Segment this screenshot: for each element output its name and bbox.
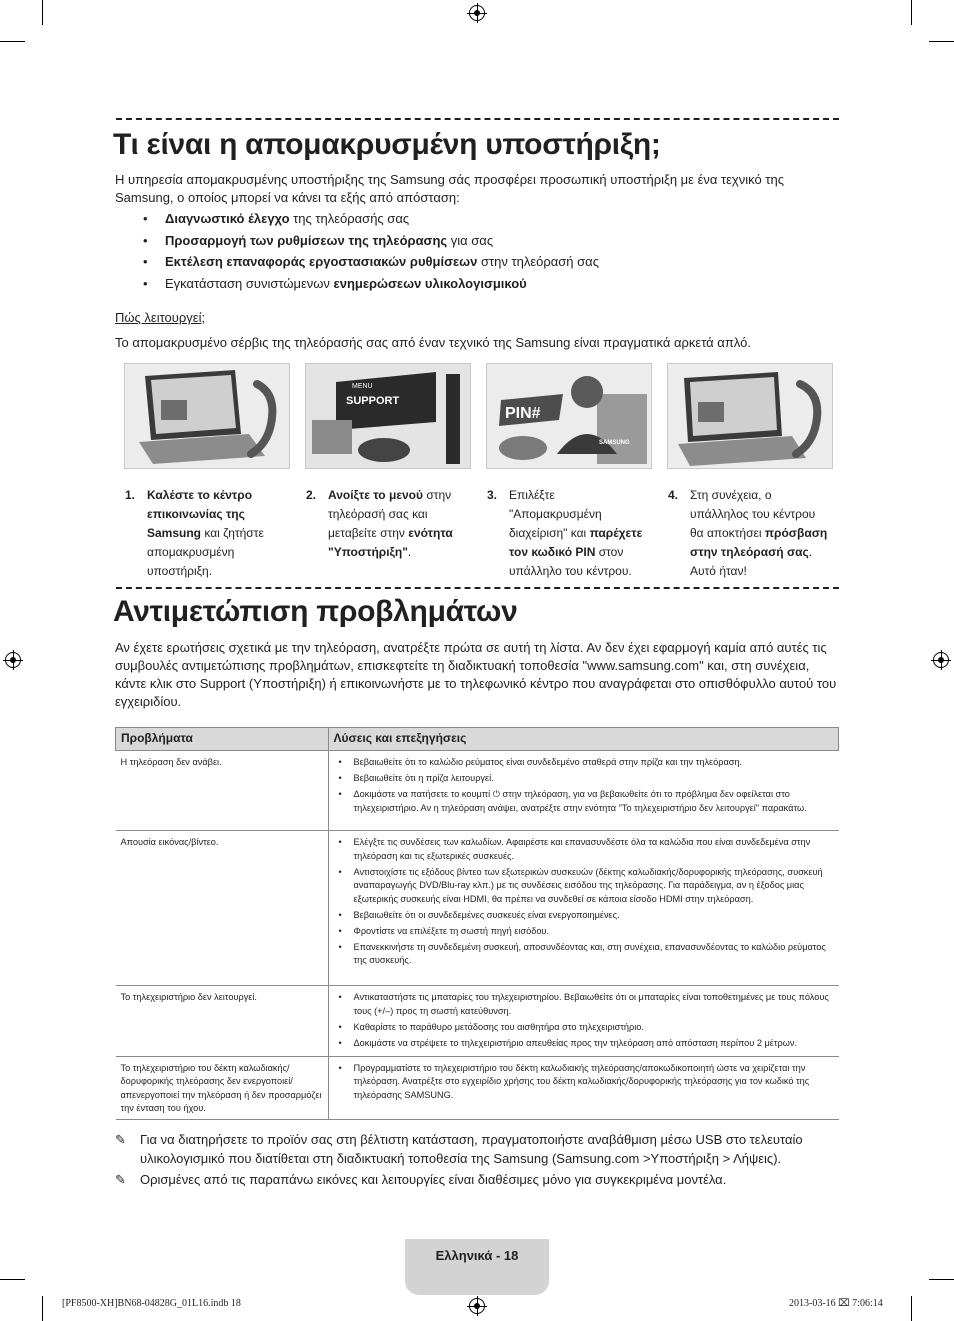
- step-number: 2.: [306, 488, 317, 502]
- registration-mark-icon: [5, 652, 21, 668]
- remote-support-intro: Η υπηρεσία απομακρυσμένης υποστήριξης της Samsung σάς προσφέρει προσωπική υποστήριξη με ένα τεχνικό της Samsung, ο οποίος μπορεί να κάνει τα εξής από απόσταση:: [115, 172, 784, 205]
- brand-label: SAMSUNG: [599, 440, 630, 446]
- step-number: 4.: [668, 488, 679, 502]
- solution-cell: [328, 986, 839, 1057]
- note-text: Ορισμένες από τις παραπάνω εικόνες και λειτουργίες είναι διαθέσιμες μόνο για συγκεκριμένα μοντέλα.: [140, 1172, 727, 1187]
- remote-support-features: [140, 210, 599, 296]
- how-it-works-heading: Πώς λειτουργεί;: [115, 310, 206, 325]
- list-item: • Εκτέλεση επαναφοράς εργοστασιακών ρυθμίσεων στην τηλεόρασή σας: [140, 253, 599, 275]
- table-header-solutions: Λύσεις και επεξηγήσεις: [328, 728, 839, 751]
- list-item: • Φροντίστε να επιλέξετε τη σωστή πηγή εισόδου.: [334, 925, 834, 939]
- list-item: • Προγραμματίστε το τηλεχειριστήριο του δέκτη καλωδιακής τηλεόρασης/αποκωδικοποιητή ώστε να χειρίζεται την τηλεόραση. Ανατρέξτε στο εγχειρίδιο χρήσης του δέκτη καλωδιακής/δορυφορικής τηλεόρασης για τον κωδικό της τηλεόρασης SAMSUNG.: [334, 1062, 834, 1103]
- problem-cell: Το τηλεχειριστήριο του δέκτη καλωδιακής/δορυφορικής τηλεόρασης δεν ενεργοποιεί/απενεργοποιεί την τηλεόραση ή δεν προσαρμόζει την ένταση του ήχου.: [116, 1056, 329, 1119]
- list-item: • Ελέγξτε τις συνδέσεις των καλωδίων. Αφαιρέστε και επανασυνδέστε όλα τα καλώδια που είναι συνδεδεμένα στην τηλεόραση και τις εξωτερικές συσκευές.: [334, 836, 834, 863]
- crop-mark: [911, 0, 912, 25]
- step-image-pin-agent: [486, 363, 652, 469]
- section-divider: [116, 587, 839, 589]
- step-number: 1.: [125, 488, 136, 502]
- table-row: [116, 751, 839, 831]
- menu-label: MENU: [352, 383, 373, 390]
- step-3: 3. Επιλέξτε "Απομακρυσμένη διαχείριση" και παρέχετε τον κωδικό PIN στον υπάλληλο του κέντρου.: [487, 488, 643, 578]
- file-info: [PF8500-XH]BN68-04828G_01L16.indb 18: [62, 1298, 241, 1309]
- list-item: • Αντιστοιχίστε τις εξόδους βίντεο των εξωτερικών συσκευών (δέκτης καλωδιακής/δορυφορικής τηλεόρασης, συσκευή αναπαραγωγής DVD/Blu-ray κλπ.) με τις συνδέσεις εισόδου της τηλεόρασης. Για παράδειγμα, αν η έξοδος μιας εξωτερικής συσκευής είναι HDMI, θα πρέπει να συνδεθεί σε κάποια είσοδο HDMI στην τηλεόραση.: [334, 866, 834, 907]
- solution-cell: [328, 1056, 839, 1119]
- registration-mark-icon: [469, 5, 485, 21]
- note-icon: ✎: [115, 1132, 126, 1147]
- tv-menu-icon: [306, 364, 471, 469]
- note-firmware: [115, 1130, 837, 1168]
- step-number: 3.: [487, 488, 498, 502]
- solution-cell: [328, 751, 839, 831]
- agent-pin-icon: [487, 364, 652, 469]
- list-item: • Εγκατάσταση συνιστώμενων ενημερώσεων υλικολογισμικού: [140, 275, 599, 297]
- troubleshooting-intro: Αν έχετε ερωτήσεις σχετικά με την τηλεόραση, ανατρέξτε πρώτα σε αυτή τη λίστα. Αν δεν έχει εφαρμογή καμία από αυτές τις συμβουλές αντιμετώπισης προβλημάτων, επισκεφτείτε τη διαδικτυακή τοποθεσία "www.samsung.com" και, στη συνέχεια, κάντε κλικ στο Support (Υποστήριξη) ή επικοινωνήστε με το τηλεφωνικό κέντρο που αναγράφεται στο οπισθόφυλλο αυτού του εγχειριδίου.: [115, 640, 837, 709]
- section-title-remote-support: Τι είναι η απομακρυσμένη υποστήριξη;: [113, 128, 661, 161]
- note-icon: ✎: [115, 1172, 126, 1187]
- list-item: • Καθαρίστε το παράθυρο μετάδοσης του αισθητήρα στο τηλεχειριστήριο.: [334, 1021, 834, 1035]
- solution-cell: [328, 831, 839, 986]
- list-item: • Επανεκκινήστε τη συνδεδεμένη συσκευή, αποσυνδέοντας και, στη συνέχεια, επανασυνδέοντας το καλώδιο ρεύματος της συσκευής.: [334, 941, 834, 968]
- step-2: 2. Ανοίξτε το μενού στην τηλεόρασή σας και μεταβείτε στην ενότητα "Υποστήριξη".: [306, 488, 453, 559]
- page-number: Ελληνικά - 18: [435, 1248, 519, 1263]
- pin-label: PIN#: [505, 405, 541, 422]
- problem-cell: Η τηλεόραση δεν ανάβει.: [116, 751, 329, 831]
- list-item: • Βεβαιωθείτε ότι οι συνδεδεμένες συσκευές είναι ενεργοποιημένες.: [334, 909, 834, 923]
- registration-mark-icon: [469, 1298, 485, 1314]
- section-divider: [116, 118, 839, 120]
- crop-mark: [42, 1296, 43, 1321]
- support-label: SUPPORT: [346, 395, 400, 407]
- section-title-troubleshooting: Αντιμετώπιση προβλημάτων: [113, 595, 518, 628]
- list-item: • Βεβαιωθείτε ότι το καλώδιο ρεύματος είναι συνδεδεμένο σταθερά στην πρίζα και την τηλεόραση.: [334, 756, 834, 770]
- crop-mark: [0, 41, 25, 42]
- list-item: • Δοκιμάστε να στρέψετε το τηλεχειριστήριο απευθείας προς την τηλεόραση από απόσταση περίπου 2 μέτρων.: [334, 1037, 834, 1051]
- registration-mark-icon: [933, 652, 949, 668]
- laptop-phone-icon: [125, 364, 290, 469]
- crop-mark: [0, 1279, 25, 1280]
- list-item: • Βεβαιωθείτε ότι η πρίζα λειτουργεί.: [334, 772, 834, 786]
- how-it-works-text: Το απομακρυσμένο σέρβις της τηλεόρασής σας από έναν τεχνικό της Samsung είναι πραγματικά αρκετά απλό.: [115, 335, 751, 350]
- problem-cell: Απουσία εικόνας/βίντεο.: [116, 831, 329, 986]
- list-item: • Διαγνωστικό έλεγχο της τηλεόρασής σας: [140, 210, 599, 232]
- date-info: 2013-03-16 ⌧ 7:06:14: [789, 1298, 883, 1309]
- crop-mark: [929, 1279, 954, 1280]
- crop-mark: [929, 41, 954, 42]
- step-1: 1. Καλέστε το κέντρο επικοινωνίας της Samsung και ζητήστε απομακρυσμένη υποστήριξη.: [125, 488, 264, 578]
- page-number-tab: [405, 1239, 549, 1295]
- note-models: [115, 1170, 837, 1189]
- list-item: • Αντικαταστήστε τις μπαταρίες του τηλεχειριστηρίου. Βεβαιωθείτε ότι οι μπαταρίες είναι τοποθετημένες με τους πόλους τους (+/–) προς τη σωστή κατεύθυνση.: [334, 991, 834, 1018]
- step-image-laptop-call: [124, 363, 290, 469]
- list-item: • Προσαρμογή των ρυθμίσεων της τηλεόρασης για σας: [140, 232, 599, 254]
- table-row: [116, 986, 839, 1057]
- note-text: Για να διατηρήσετε το προϊόν σας στη βέλτιστη κατάσταση, πραγματοποιήστε αναβάθμιση μέσω USB στο τελευταίο υλικολογισμικό που διατίθεται στη διαδικτυακή τοποθεσία της Samsung (Samsung.com >Υποστήριξη > Λήψεις).: [140, 1132, 803, 1166]
- step-4: 4. Στη συνέχεια, ο υπάλληλος του κέντρου θα αποκτήσει πρόσβαση στην τηλεόρασή σας. Αυτό ήταν!: [668, 488, 828, 578]
- table-row: [116, 831, 839, 986]
- list-item: • Δοκιμάστε να πατήσετε το κουμπί ⏻ στην τηλεόραση, για να βεβαιωθείτε ότι το πρόβλημα δεν οφείλεται στο τηλεχειριστήριο. Αν η τηλεόραση ανάψει, ανατρέξτε στην ενότητα "Το τηλεχειριστήριο δεν λειτουργεί" παρακάτω.: [334, 788, 834, 815]
- troubleshooting-table: [115, 727, 839, 1120]
- problem-cell: Το τηλεχειριστήριο δεν λειτουργεί.: [116, 986, 329, 1057]
- step-image-laptop-access: [667, 363, 833, 469]
- step-image-tv-menu: [305, 363, 471, 469]
- laptop-phone-icon: [668, 364, 833, 469]
- crop-mark: [42, 0, 43, 25]
- crop-mark: [911, 1296, 912, 1321]
- table-header-problems: Προβλήματα: [116, 728, 329, 751]
- table-row: [116, 1056, 839, 1119]
